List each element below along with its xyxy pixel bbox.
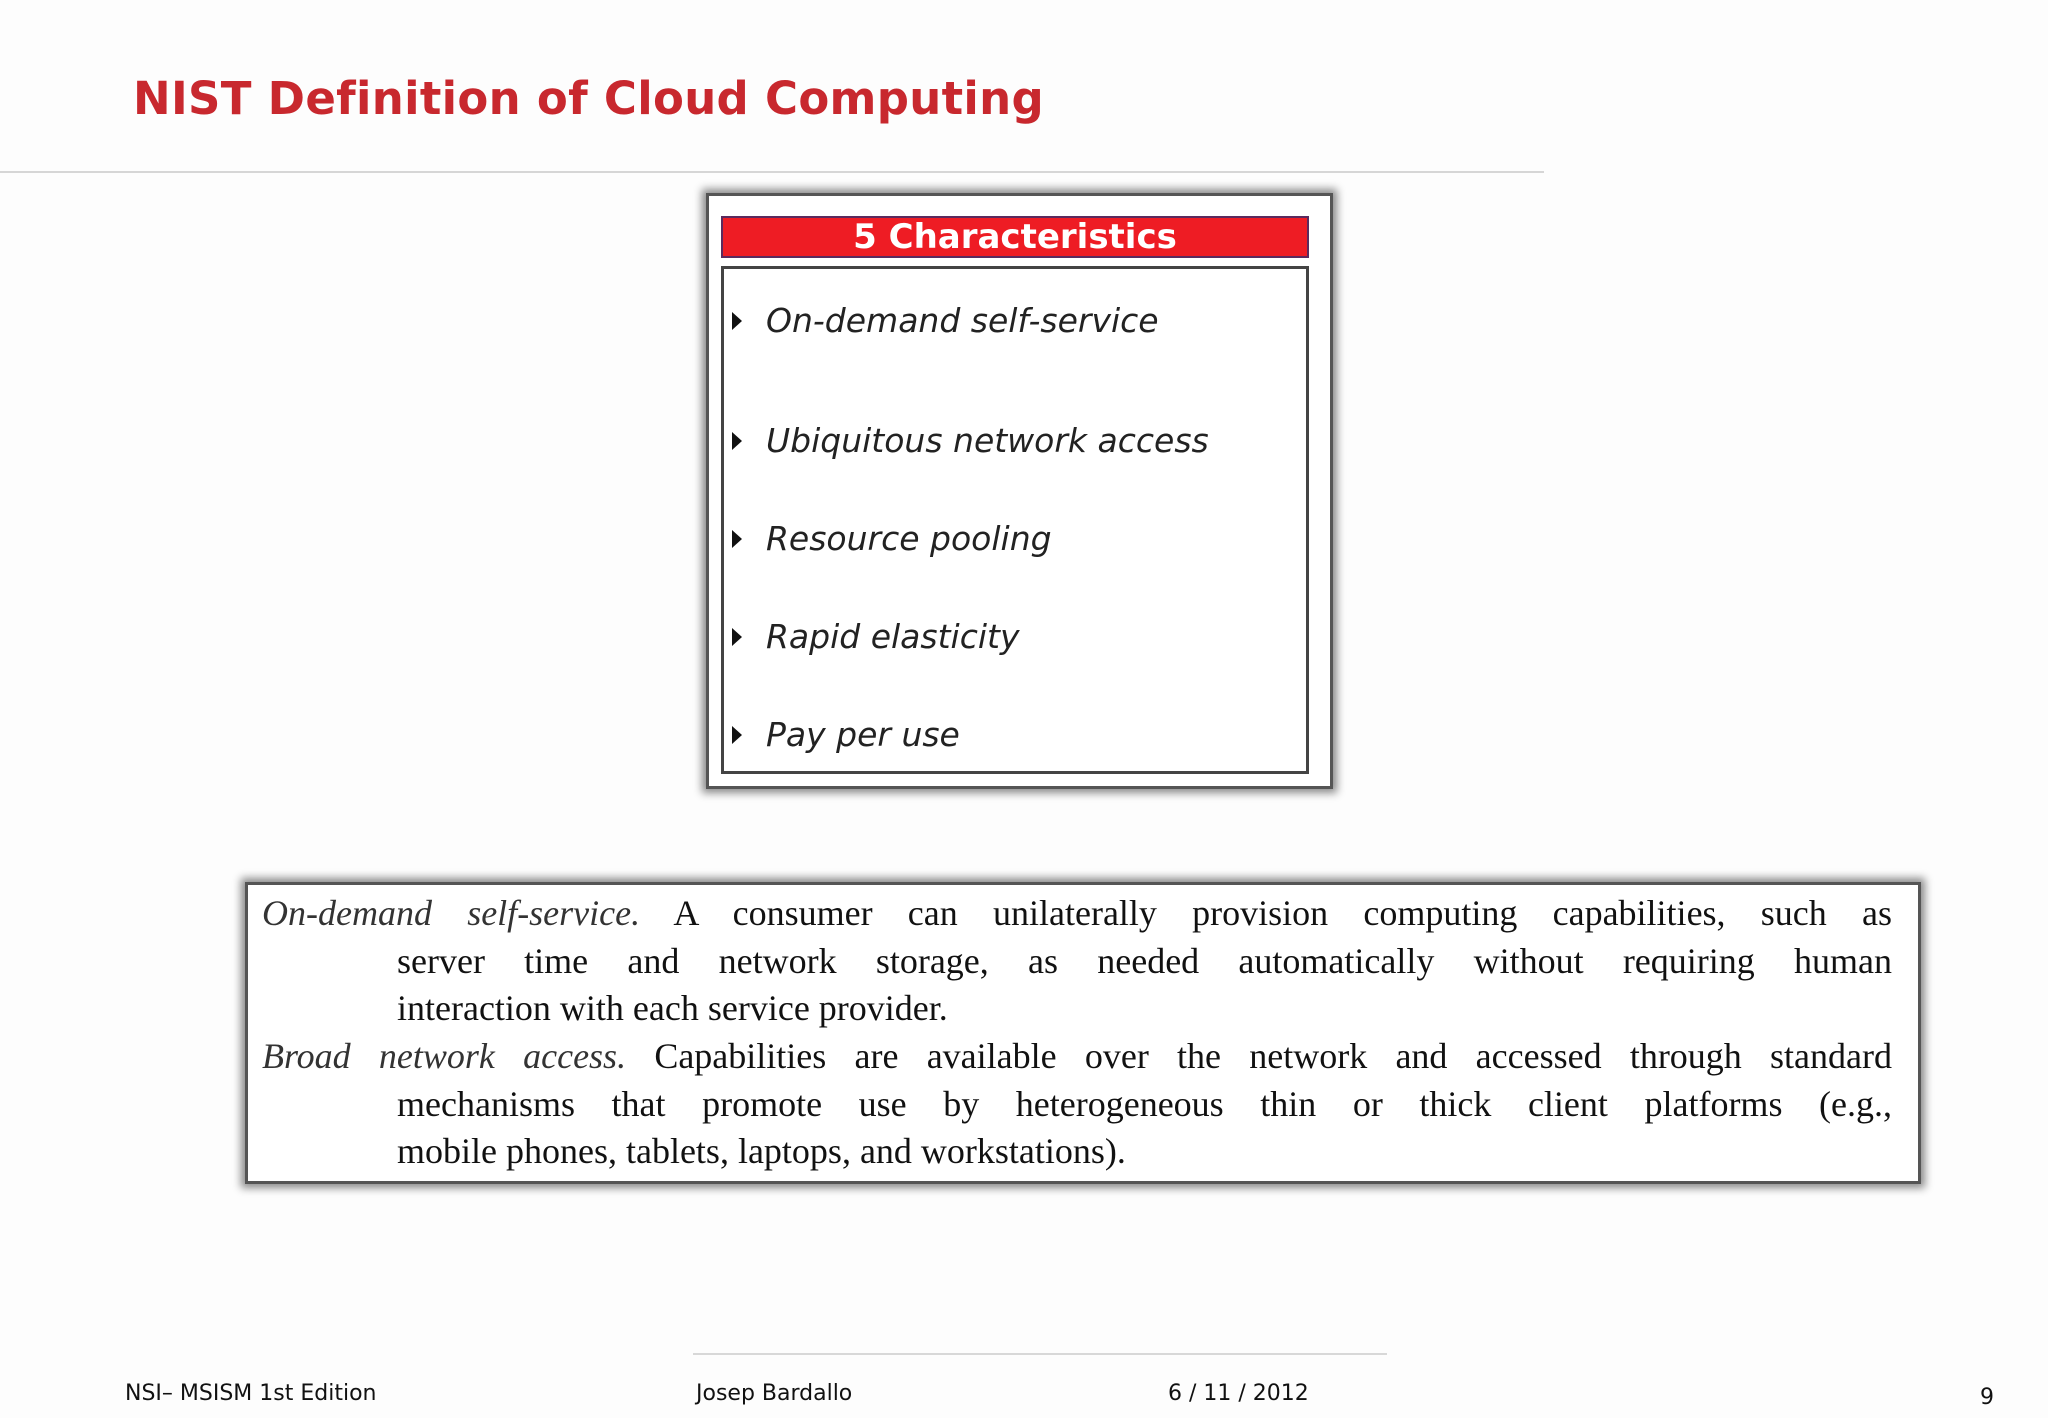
characteristic-item [732, 617, 1019, 656]
characteristic-item [732, 421, 1209, 460]
footer-course: NSI– MSISM 1st Edition [125, 1381, 377, 1406]
characteristics-figure [706, 193, 1333, 789]
definition-line [262, 1033, 1892, 1081]
bullet-arrow-icon [732, 530, 742, 548]
definition-paragraph [262, 1033, 1892, 1176]
definition-paragraph [262, 890, 1892, 1033]
definition-text: Capabilities are available over the network and accessed through standard [654, 1036, 1892, 1076]
characteristic-item [732, 519, 1052, 558]
definition-line [262, 890, 1892, 938]
characteristic-item [732, 715, 960, 754]
definition-term: On-demand self-service. [262, 893, 641, 933]
definition-term: Broad network access. [262, 1036, 627, 1076]
definition-line: interaction with each service provider. [397, 988, 948, 1028]
page-number: 9 [1980, 1385, 1994, 1410]
characteristic-label: On-demand self-service [766, 301, 1159, 340]
characteristic-label: Resource pooling [766, 519, 1052, 558]
definition-line: mobile phones, tablets, laptops, and workstations). [397, 1131, 1126, 1171]
characteristics-header: 5 Characteristics [721, 216, 1309, 258]
definition-text: A consumer can unilaterally provision computing capabilities, such as [673, 893, 1892, 933]
bullet-arrow-icon [732, 628, 742, 646]
characteristic-item [732, 301, 1159, 340]
characteristic-label: Ubiquitous network access [766, 421, 1209, 460]
slide-title: NIST Definition of Cloud Computing [133, 72, 1044, 125]
characteristic-label: Pay per use [766, 715, 960, 754]
bullet-arrow-icon [732, 726, 742, 744]
footer-date: 6 / 11 / 2012 [1168, 1381, 1309, 1406]
definitions-figure [245, 882, 1921, 1184]
characteristic-label: Rapid elasticity [766, 617, 1020, 656]
definition-line: mechanisms that promote use by heterogeneous thin or thick client platforms (e.g., [397, 1083, 1892, 1124]
title-divider [0, 171, 1544, 173]
characteristics-list [721, 266, 1309, 774]
bullet-arrow-icon [732, 432, 742, 450]
footer-divider [693, 1353, 1387, 1355]
definition-line: server time and network storage, as needed automatically without requiring human [397, 940, 1892, 981]
bullet-arrow-icon [732, 312, 742, 330]
footer-author: Josep Bardallo [696, 1381, 853, 1406]
